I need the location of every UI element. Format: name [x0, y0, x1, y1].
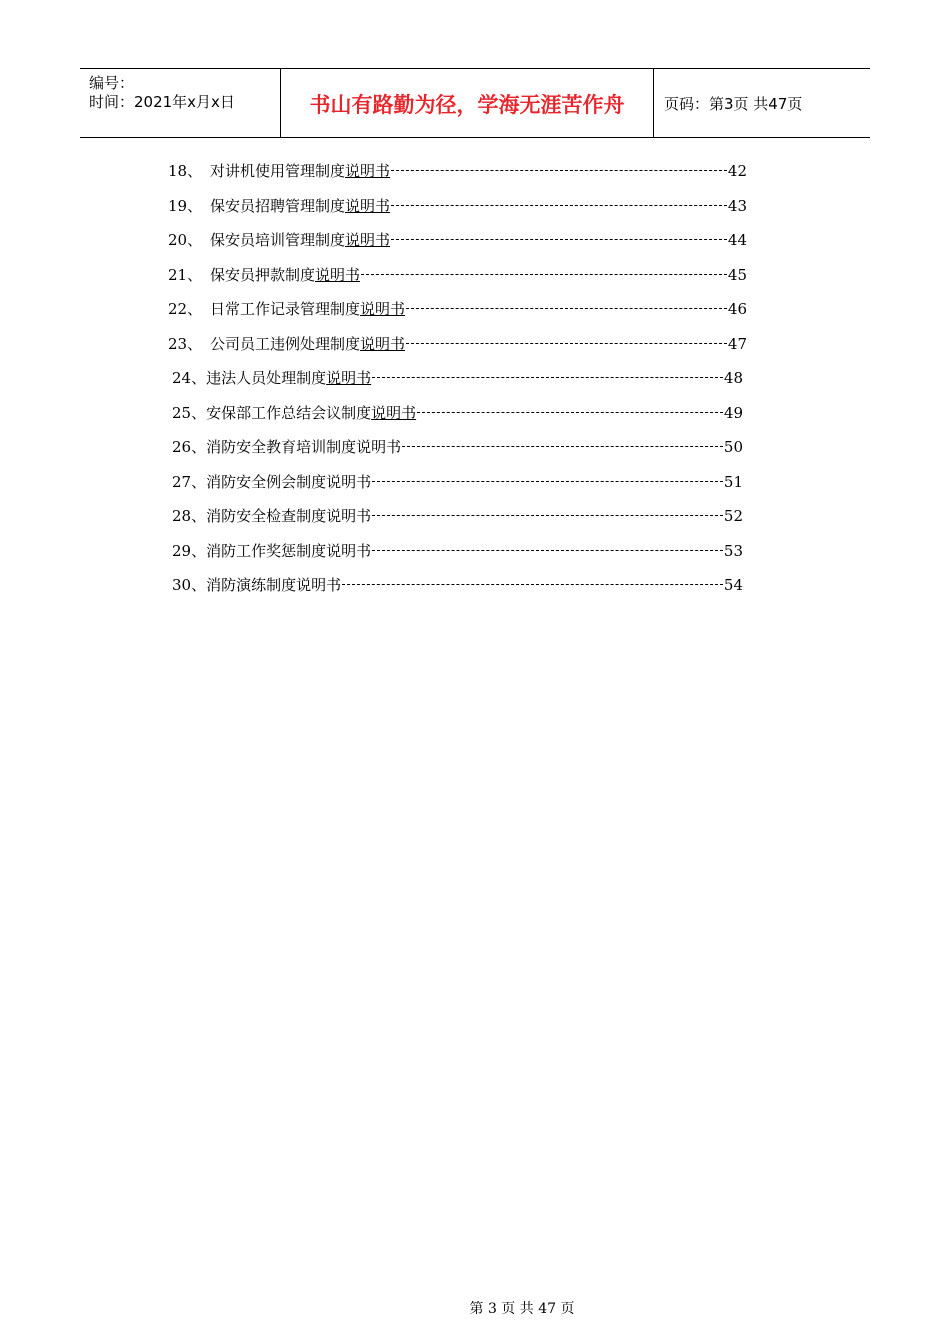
serial-label: 编号： [89, 74, 135, 92]
toc-entry-title: 消防工作奖惩制度说明书 [206, 542, 372, 560]
toc-leader-dashes [372, 515, 723, 516]
toc-entry-27[interactable] [172, 471, 743, 493]
toc-entry-page: 45 [727, 266, 747, 284]
toc-entry-number: 27、 [172, 473, 207, 491]
toc-entry-title: 保安员招聘管理制度说明书 [210, 197, 391, 215]
toc-leader-dashes [402, 446, 723, 447]
toc-entry-page: 49 [723, 404, 743, 422]
toc-entry-number: 23、 [168, 335, 203, 353]
toc-entry-page: 51 [723, 473, 743, 491]
toc-leader-dashes [406, 343, 727, 344]
toc-entry-title: 公司员工违例处理制度说明书 [210, 335, 406, 353]
toc-entry-23[interactable] [168, 333, 747, 355]
toc-entry-29[interactable] [172, 540, 743, 562]
toc-leader-dashes [372, 377, 723, 378]
date-label: 时间：2021年x月x日 [89, 93, 235, 111]
toc-leader-dashes [391, 205, 727, 206]
page-header [80, 68, 870, 138]
toc-leader-dashes [391, 170, 727, 171]
toc-entry-28[interactable] [172, 505, 743, 527]
toc-entry-title: 安保部工作总结会议制度说明书 [206, 404, 417, 422]
toc-entry-page: 42 [727, 162, 747, 180]
toc-entry-number: 26、 [172, 438, 207, 456]
toc-leader-dashes [342, 584, 723, 585]
header-left-cell [80, 69, 281, 137]
toc-entry-number: 29、 [172, 542, 207, 560]
toc-entry-page: 44 [727, 231, 747, 249]
toc-leader-dashes [372, 481, 723, 482]
toc-entry-number: 24、 [172, 369, 207, 387]
toc-entry-title: 消防演练制度说明书 [206, 576, 342, 594]
toc-entry-title: 对讲机使用管理制度说明书 [210, 162, 391, 180]
toc-entry-number: 20、 [168, 231, 203, 249]
toc-entry-page: 53 [723, 542, 743, 560]
toc-entry-21[interactable] [168, 264, 747, 286]
toc-entry-number: 28、 [172, 507, 207, 525]
toc-entry-page: 52 [723, 507, 743, 525]
toc-entry-number: 18、 [168, 162, 203, 180]
toc-entry-page: 47 [727, 335, 747, 353]
toc-entry-title: 违法人员处理制度说明书 [206, 369, 372, 387]
toc-entry-page: 46 [727, 300, 747, 318]
toc-entry-number: 21、 [168, 266, 203, 284]
toc-entry-title: 保安员培训管理制度说明书 [210, 231, 391, 249]
toc-leader-dashes [406, 308, 727, 309]
toc-entry-30[interactable] [172, 574, 743, 596]
header-page-info: 页码：第3页 共47页 [664, 95, 803, 113]
toc-leader-dashes [372, 550, 723, 551]
toc-leader-dashes [391, 239, 727, 240]
toc-entry-18[interactable] [168, 160, 747, 182]
toc-entry-24[interactable] [172, 367, 743, 389]
toc-entry-title: 保安员押款制度说明书 [210, 266, 361, 284]
toc-entry-number: 25、 [172, 404, 207, 422]
toc-entry-22[interactable] [168, 298, 747, 320]
toc-entry-number: 19、 [168, 197, 203, 215]
toc-entry-page: 50 [723, 438, 743, 456]
toc-entry-26[interactable] [172, 436, 743, 458]
toc-leader-dashes [417, 412, 723, 413]
toc-entry-title: 消防安全例会制度说明书 [206, 473, 372, 491]
toc-entry-title: 日常工作记录管理制度说明书 [210, 300, 406, 318]
header-middle-cell [281, 69, 654, 137]
header-motto: 书山有路勤为径，学海无涯苦作舟 [309, 93, 625, 117]
toc-entry-20[interactable] [168, 229, 747, 251]
toc-entry-title: 消防安全教育培训制度说明书 [206, 438, 402, 456]
toc-leader-dashes [361, 274, 727, 275]
toc-entry-19[interactable] [168, 195, 747, 217]
toc-entry-25[interactable] [172, 402, 743, 424]
toc-entry-page: 54 [723, 576, 743, 594]
header-right-cell [654, 69, 870, 137]
toc-entry-page: 48 [723, 369, 743, 387]
toc-entry-number: 22、 [168, 300, 203, 318]
toc-entry-number: 30、 [172, 576, 207, 594]
toc-entry-page: 43 [727, 197, 747, 215]
toc-entry-title: 消防安全检查制度说明书 [206, 507, 372, 525]
page-footer: 第 3 页 共 47 页 [469, 1301, 575, 1317]
